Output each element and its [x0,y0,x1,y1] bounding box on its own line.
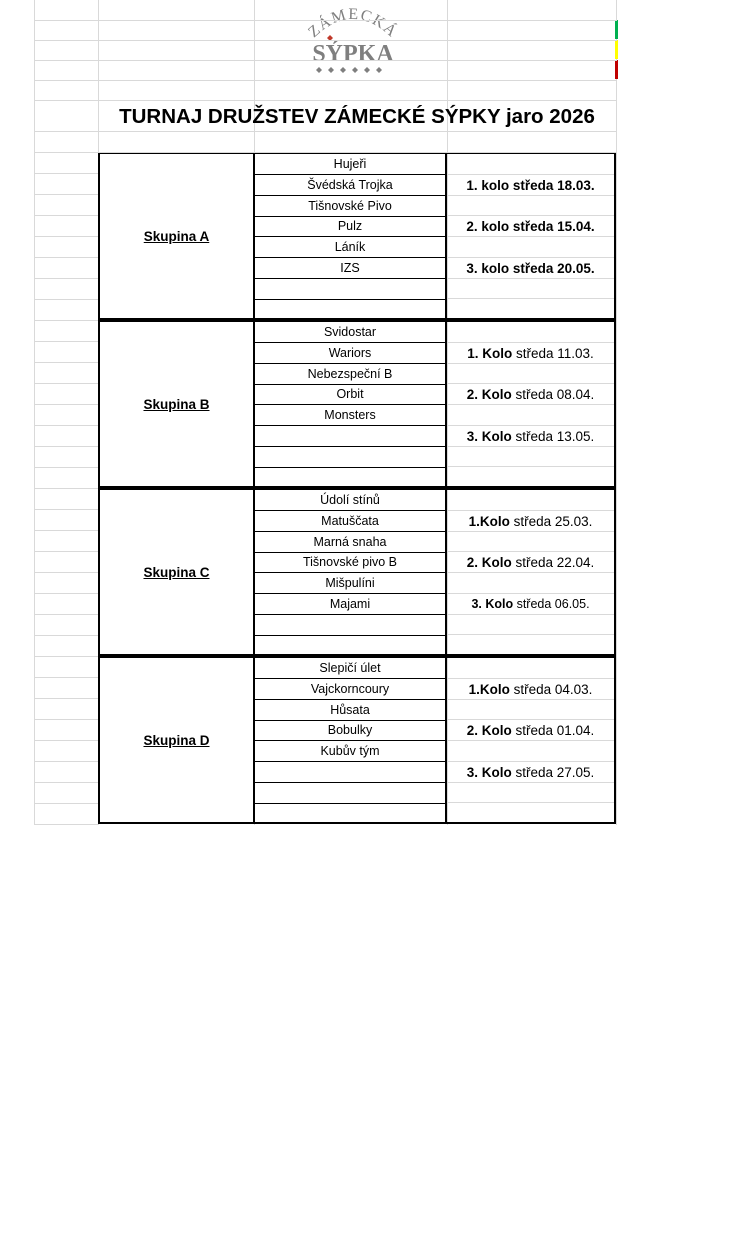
grid-row-line [34,593,98,594]
round-date [447,343,614,364]
team-cell: Tišnovské pivo B [255,552,445,573]
svg-text:ZÁMECKÁ [305,6,402,41]
round-label: 2. kolo středa 15.04. [466,219,595,235]
round-date-text: středa 22.04. [511,555,595,571]
grid-row-line [34,80,617,81]
team-cell: Orbit [255,384,445,405]
team-cell [255,426,445,447]
round-date [447,258,614,279]
group-name: Skupina A [98,152,255,320]
grid-row-line [34,173,98,174]
grid-row-line [34,614,98,615]
grid-row-line [34,803,98,804]
grid-row-line [34,299,98,300]
group-block [98,320,616,488]
round-row-line [447,634,614,635]
grid-row-line [34,824,98,825]
team-cell: Bobulky [255,720,445,741]
grid-row-line [34,572,98,573]
grid-row-line [34,40,617,41]
team-cell: IZS [255,258,445,279]
round-schedule [445,152,616,320]
round-date [447,552,614,573]
round-schedule [445,320,616,488]
team-cell [255,783,445,804]
team-cell [255,635,445,656]
logo-text-top: ZÁMECKÁ [305,5,401,42]
grid-row-line [34,782,98,783]
grid-row-line [34,278,98,279]
round-date [447,594,614,615]
grid-row-line [34,761,98,762]
grid-row-line [34,425,98,426]
round-label: 1.Kolo [468,681,510,697]
team-cell [255,299,445,320]
round-label: 3. Kolo [471,596,514,611]
round-date [447,426,614,447]
grid-row-line [34,152,617,153]
grid-row-line [34,20,617,21]
grid-column-line [34,0,35,825]
team-cell: Svidostar [255,322,445,343]
round-row-line [447,466,614,467]
team-cell: Hůsata [255,700,445,721]
team-cell [255,803,445,824]
grid-column-line [616,0,617,825]
team-cell: Majami [255,594,445,615]
team-cell: Hujeři [255,154,445,175]
round-date [447,384,614,405]
team-cell: Pulz [255,216,445,237]
round-date-text: středa 04.03. [509,681,593,697]
grid-row-line [34,404,98,405]
round-date-text: středa 06.05. [513,596,590,611]
round-label: 2. Kolo [466,387,512,403]
round-date-text: středa 25.03. [509,513,593,529]
team-cell: Láník [255,237,445,258]
grid-row-line [34,698,98,699]
team-list [253,488,447,656]
page-title: TURNAJ DRUŽSTEV ZÁMECKÉ SÝPKY jaro 2026 [119,105,595,128]
group-block [98,656,616,824]
round-label: 1. kolo středa 18.03. [466,177,595,193]
round-row-line [447,298,614,299]
round-label: 2. Kolo [466,723,512,739]
group-name: Skupina D [98,656,255,824]
team-cell: Švédská Trojka [255,175,445,196]
team-list [253,320,447,488]
round-date [447,175,614,196]
group-name: Skupina C [98,488,255,656]
round-label: 1.Kolo [468,513,510,529]
round-date-text: středa 08.04. [511,387,595,403]
grid-row-line [34,446,98,447]
grid-row-line [34,100,617,101]
team-cell: Wariors [255,343,445,364]
round-label: 3. kolo středa 20.05. [466,260,595,276]
grid-row-line [34,257,98,258]
team-cell: Slepičí úlet [255,658,445,679]
round-label: 2. Kolo [466,555,512,571]
team-cell: Tišnovské Pivo [255,196,445,217]
team-cell: Kubův tým [255,741,445,762]
grid-row-line [34,131,617,132]
team-cell: Nebezspeční B [255,364,445,385]
team-cell [255,467,445,488]
grid-row-line [34,341,98,342]
round-date [447,762,614,783]
grid-row-line [34,740,98,741]
team-cell [255,279,445,300]
group-block [98,152,616,320]
round-label: 1. Kolo [467,345,513,361]
grid-row-line [34,194,98,195]
round-date [447,679,614,700]
team-cell: Údolí stínů [255,490,445,511]
grid-row-line [34,60,617,61]
grid-row-line [34,320,98,321]
team-cell: Vajckorncoury [255,679,445,700]
team-cell: Marná snaha [255,532,445,553]
round-date [447,511,614,532]
team-list [253,152,447,320]
round-date [447,216,614,237]
round-label: 3. Kolo [466,428,512,444]
round-label: 3. Kolo [466,764,512,780]
grid-row-line [34,362,98,363]
grid-row-line [34,236,98,237]
accent-yellow [615,40,618,59]
round-date-text: středa 13.05. [511,428,595,444]
round-date-text: středa 11.03. [512,345,594,361]
round-date-text: středa 27.05. [511,764,595,780]
team-cell: Mišpulíni [255,573,445,594]
round-date [447,720,614,741]
logo-text-bottom: SÝPKA [312,41,394,67]
group-name: Skupina B [98,320,255,488]
group-block [98,488,616,656]
zamecka-sypka-logo [298,0,408,82]
round-date-text: středa 01.04. [511,723,595,739]
grid-row-line [34,677,98,678]
team-cell [255,762,445,783]
round-schedule [445,656,616,824]
team-cell [255,615,445,636]
team-cell: Matuščata [255,511,445,532]
grid-row-line [34,530,98,531]
grid-row-line [34,467,98,468]
grid-row-line [34,719,98,720]
team-cell: Monsters [255,405,445,426]
round-schedule [445,488,616,656]
grid-row-line [34,551,98,552]
grid-row-line [34,215,98,216]
grid-row-line [34,509,98,510]
grid-row-line [34,656,98,657]
round-row-line [447,802,614,803]
grid-row-line [34,383,98,384]
accent-red [615,60,618,79]
grid-row-line [34,635,98,636]
grid-row-line [34,488,98,489]
team-list [253,656,447,824]
team-cell [255,447,445,468]
accent-green [615,20,618,39]
